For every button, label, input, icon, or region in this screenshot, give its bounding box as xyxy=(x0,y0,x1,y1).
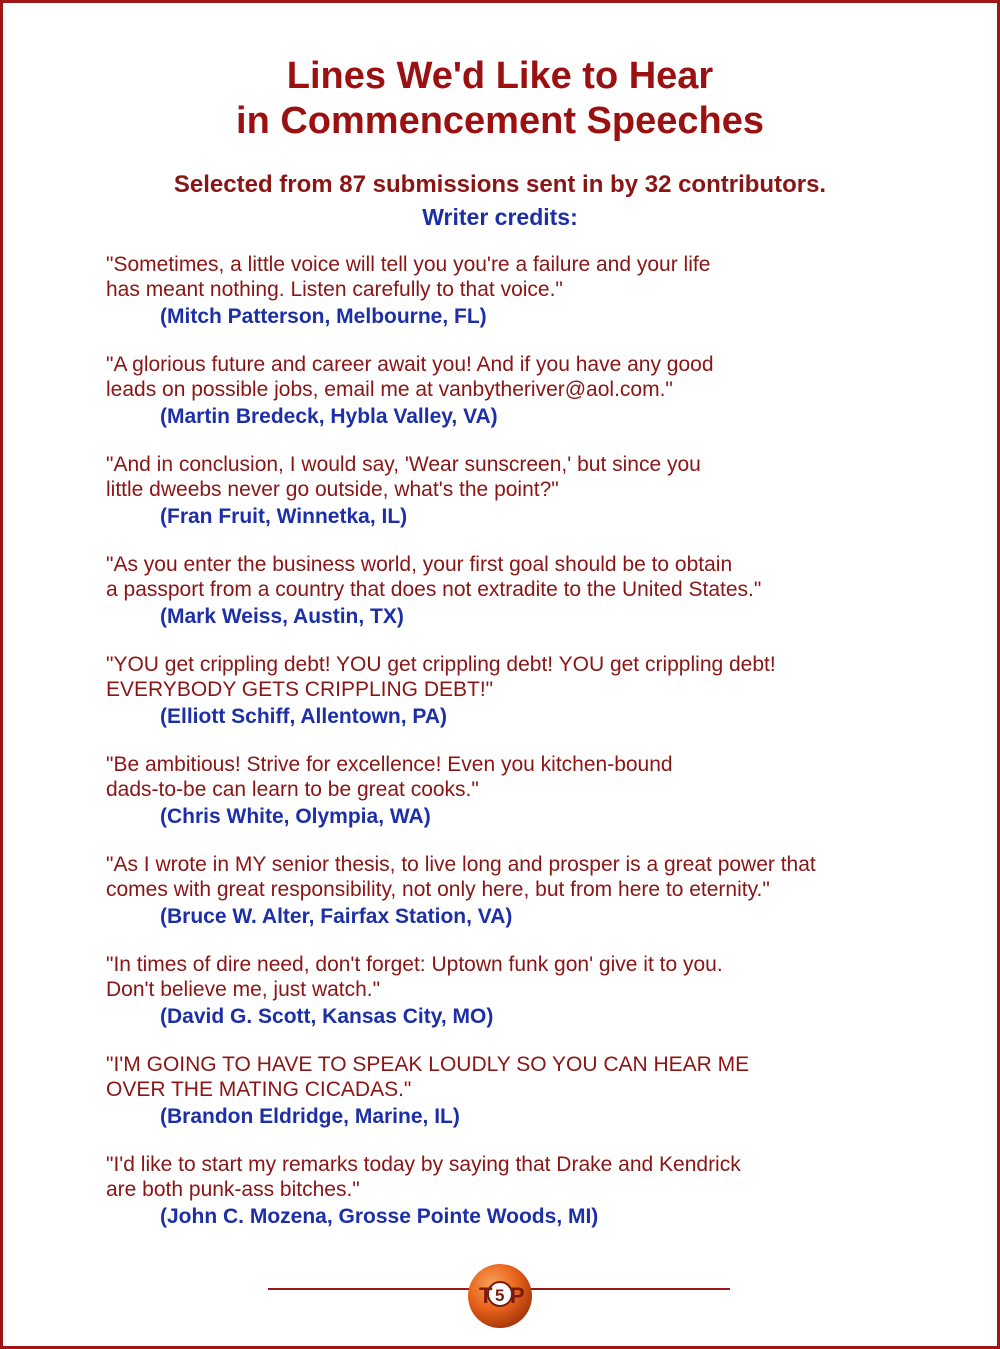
writer-credit: (Elliott Schiff, Allentown, PA) xyxy=(160,705,447,728)
writer-credit: (Brandon Eldridge, Marine, IL) xyxy=(160,1105,460,1128)
top5-ball-logo-icon xyxy=(466,1262,534,1330)
quote-line: "A glorious future and career await you! And if you have any good xyxy=(106,353,714,376)
entry-item xyxy=(106,952,966,1052)
writer-credit: (Mark Weiss, Austin, TX) xyxy=(160,605,404,628)
page-title xyxy=(0,54,1000,144)
footer-divider-right xyxy=(528,1288,730,1290)
quote-line: "YOU get crippling debt! YOU get crippling debt! YOU get crippling debt! xyxy=(106,653,776,676)
quote-line: "As I wrote in MY senior thesis, to live long and prosper is a great power that xyxy=(106,853,816,876)
quote-line: "Be ambitious! Strive for excellence! Even you kitchen-bound xyxy=(106,753,673,776)
entry-item xyxy=(106,552,966,652)
quote-line: comes with great responsibility, not only here, but from here to eternity." xyxy=(106,878,770,901)
quote-line: "And in conclusion, I would say, 'Wear sunscreen,' but since you xyxy=(106,453,701,476)
title-line-1: Lines We'd Like to Hear xyxy=(286,55,714,97)
entry-item xyxy=(106,452,966,552)
writer-credit: (Fran Fruit, Winnetka, IL) xyxy=(160,505,408,528)
quote-line: are both punk-ass bitches." xyxy=(106,1178,360,1201)
logo-letter-t: T xyxy=(479,1283,493,1308)
writer-credit: (David G. Scott, Kansas City, MO) xyxy=(160,1005,494,1028)
entry-item xyxy=(106,252,966,352)
quote-line: OVER THE MATING CICADAS." xyxy=(106,1078,412,1101)
entry-item xyxy=(106,352,966,452)
entry-item xyxy=(106,752,966,852)
quote-line: "As you enter the business world, your first goal should be to obtain xyxy=(106,553,733,576)
writer-credits-label: Writer credits: xyxy=(422,204,578,230)
entry-item xyxy=(106,1052,966,1152)
quote-line: Don't believe me, just watch." xyxy=(106,978,381,1001)
writer-credit: (John C. Mozena, Grosse Pointe Woods, MI) xyxy=(160,1205,599,1228)
quote-line: dads-to-be can learn to be great cooks." xyxy=(106,778,479,801)
title-line-2: in Commencement Speeches xyxy=(236,100,764,142)
quote-line: "Sometimes, a little voice will tell you you're a failure and your life xyxy=(106,253,711,276)
entries-list xyxy=(106,252,966,1252)
quote-line: little dweebs never go outside, what's the point?" xyxy=(106,478,559,501)
footer-divider-left xyxy=(268,1288,472,1290)
entry-item xyxy=(106,1152,966,1252)
quote-line: leads on possible jobs, email me at vanbytheriver@aol.com." xyxy=(106,378,673,401)
writer-credit: (Martin Bredeck, Hybla Valley, VA) xyxy=(160,405,498,428)
writer-credit: (Bruce W. Alter, Fairfax Station, VA) xyxy=(160,905,513,928)
quote-line: has meant nothing. Listen carefully to that voice." xyxy=(106,278,563,301)
logo-letter-p: P xyxy=(510,1283,525,1308)
quote-line: "I'M GOING TO HAVE TO SPEAK LOUDLY SO YOU CAN HEAR ME xyxy=(106,1053,750,1076)
logo-number-5: 5 xyxy=(495,1286,505,1305)
entry-item xyxy=(106,852,966,952)
writer-credit: (Mitch Patterson, Melbourne, FL) xyxy=(160,305,487,328)
quote-line: "I'd like to start my remarks today by saying that Drake and Kendrick xyxy=(106,1153,741,1176)
quote-line: EVERYBODY GETS CRIPPLING DEBT!" xyxy=(106,678,494,701)
submission-summary: Selected from 87 submissions sent in by 32 contributors. xyxy=(173,171,827,198)
entry-item xyxy=(106,652,966,752)
writer-credit: (Chris White, Olympia, WA) xyxy=(160,805,431,828)
quote-line: a passport from a country that does not extradite to the United States." xyxy=(106,578,762,601)
quote-line: "In times of dire need, don't forget: Uptown funk gon' give it to you. xyxy=(106,953,723,976)
